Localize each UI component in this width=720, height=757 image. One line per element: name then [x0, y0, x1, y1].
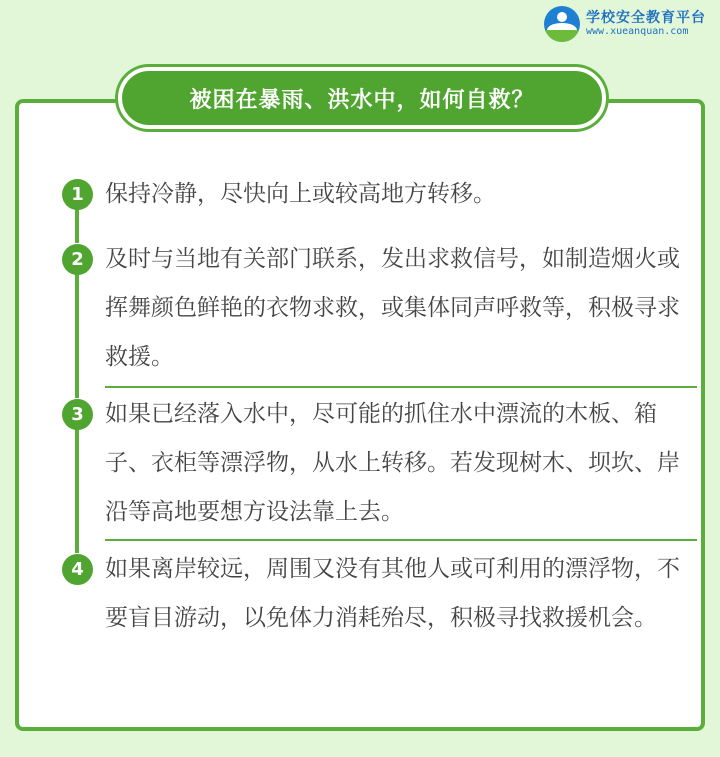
- brand-name: 学校安全教育平台: [586, 9, 706, 26]
- step-text-2: 及时与当地有关部门联系，发出求救信号，如制造烟火或挥舞颜色鲜艳的衣物求救，或集体同声呼救等，积极寻求救援。: [105, 246, 680, 370]
- school-safety-logo-icon: [544, 6, 580, 42]
- step-badge-4: 4: [62, 554, 93, 585]
- step-badge-1: 1: [62, 179, 93, 210]
- page-title: 被困在暴雨、洪水中，如何自救？: [118, 67, 606, 129]
- brand-url: www.xueanquan.com: [586, 26, 689, 38]
- timeline-line-2: [75, 258, 79, 398]
- step-text-4: 如果离岸较远，周围又没有其他人或可利用的漂浮物，不要盲目游动，以免体力消耗殆尽，积极寻找救援机会。: [105, 556, 680, 631]
- content-card: [15, 99, 705, 731]
- step-text-1: 保持冷静，尽快向上或较高地方转移。: [105, 181, 496, 207]
- step-badge-3: 3: [62, 399, 93, 430]
- brand-text: [586, 11, 706, 37]
- separator-2: [105, 539, 697, 541]
- timeline-line-3: [75, 413, 79, 553]
- step-text-3: 如果已经落入水中，尽可能的抓住水中漂流的木板、箱子、衣柜等漂浮物，从水上转移。若发现树木、坝坎、岸沿等高地要想方设法靠上去。: [105, 401, 680, 525]
- brand-logo: [544, 6, 706, 42]
- step-badge-2: 2: [62, 244, 93, 275]
- separator-1: [105, 386, 697, 388]
